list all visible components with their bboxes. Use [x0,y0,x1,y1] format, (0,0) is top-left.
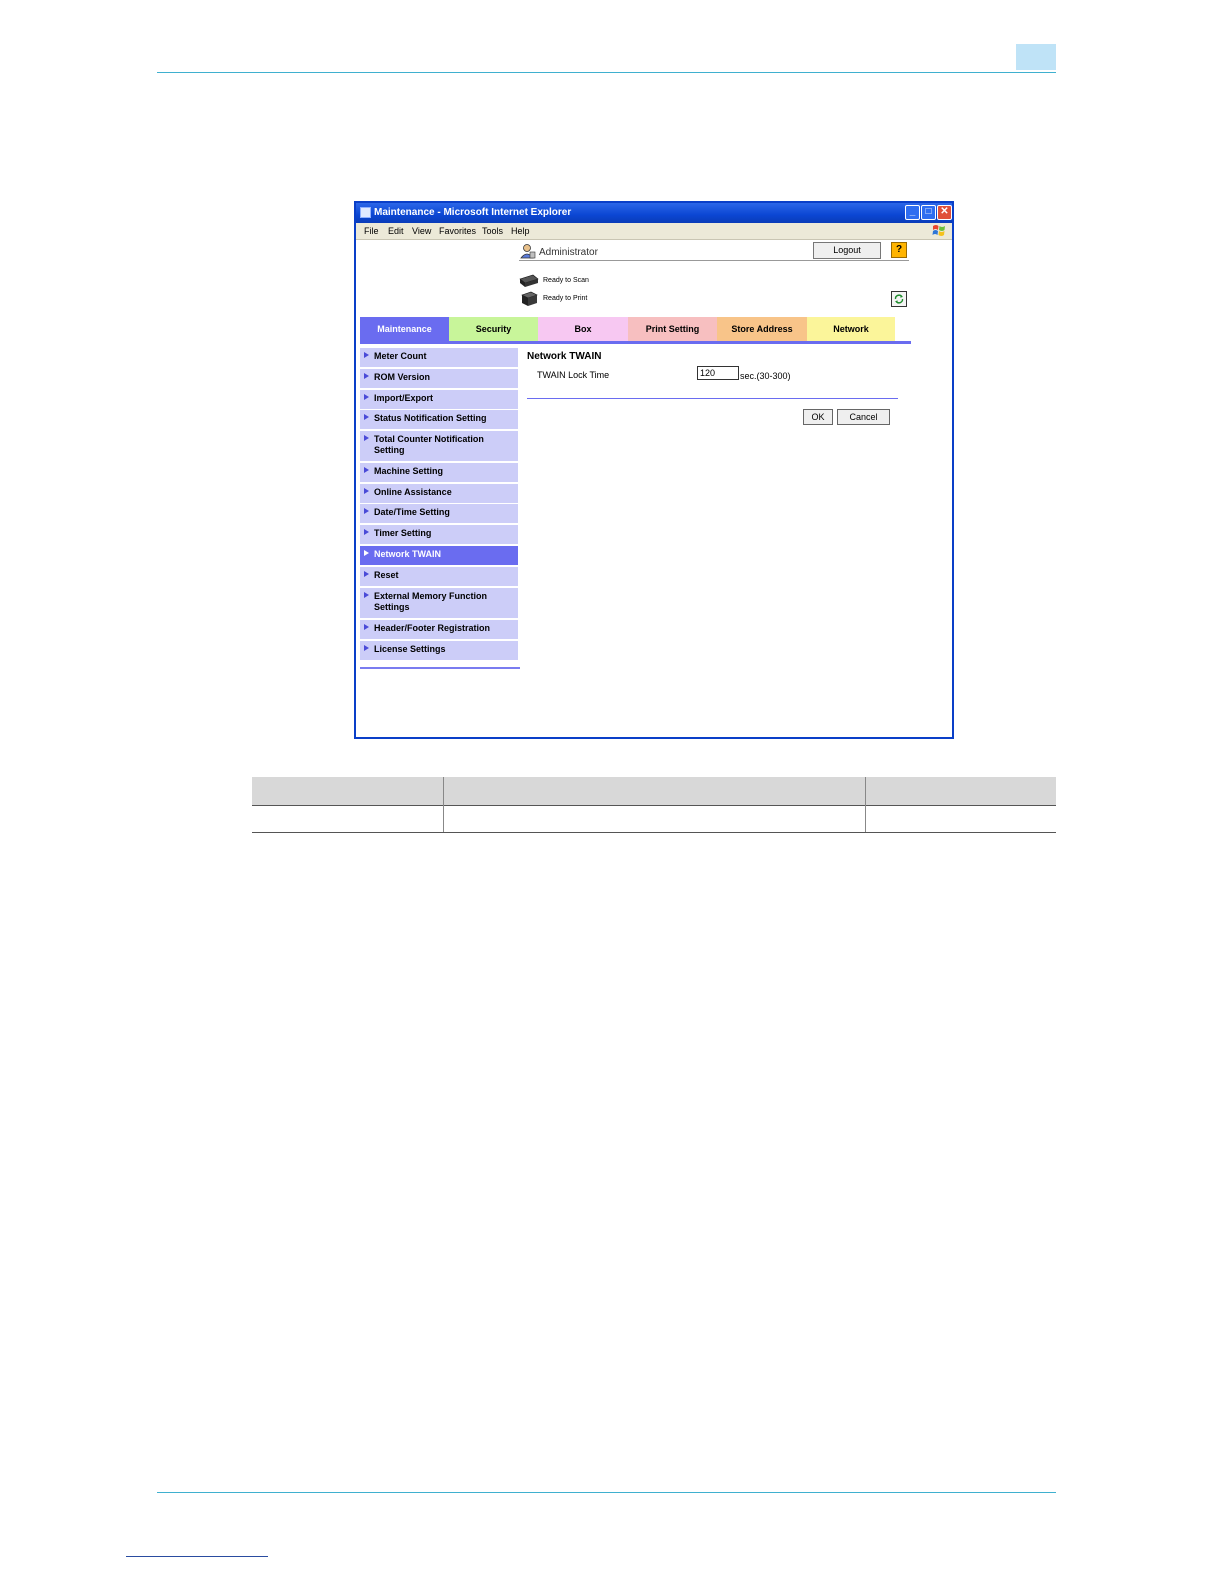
cancel-button[interactable]: Cancel [837,409,890,425]
sidebar-item-label: Reset [374,570,399,580]
sidebar-item-meter-count[interactable] [360,348,518,367]
arrow-icon [364,435,369,441]
tab-security[interactable]: Security [449,317,538,341]
panel-title: Network TWAIN [527,351,602,362]
menu-favorites[interactable]: Favorites [439,226,477,236]
sidebar-item-label: Import/Export [374,393,434,403]
arrow-icon [364,529,369,535]
sidebar-item-label: External Memory Function Settings [374,591,488,612]
sidebar-item-import-export[interactable] [360,390,518,409]
table-column-divider [865,777,866,832]
panel-divider [527,398,898,399]
windows-logo-icon [932,224,946,237]
tabs-underline [360,341,911,344]
sidebar-item-reset[interactable] [360,567,518,586]
arrow-icon [364,550,369,556]
sidebar-item-machine-setting[interactable] [360,463,518,482]
sidebar-item-total-counter-notification[interactable] [360,431,518,461]
sidebar-item-label: Machine Setting [374,466,444,476]
sidebar-item-timer-setting[interactable] [360,525,518,544]
menu-file[interactable]: File [364,226,379,236]
sidebar-item-label: License Settings [374,644,446,654]
sidebar-item-status-notification[interactable] [360,410,518,429]
logout-button[interactable]: Logout [813,242,881,259]
ie-page-icon [360,207,371,218]
sidebar-item-rom-version[interactable] [360,369,518,388]
sidebar-item-label: Timer Setting [374,528,432,538]
tab-maintenance[interactable]: Maintenance [360,317,449,341]
title-bar [356,203,952,223]
administrator-icon [520,243,536,259]
arrow-icon [364,414,369,420]
page-content [356,240,952,737]
status-scan-text: Ready to Scan [543,277,589,284]
browser-window [354,201,954,739]
menu-edit[interactable]: Edit [388,226,404,236]
sidebar-item-label: Status Notification Setting [374,413,487,423]
menu-view[interactable]: View [412,226,432,236]
sidebar-item-label: Network TWAIN [374,549,442,559]
page-header-rule [157,72,1056,73]
arrow-icon [364,571,369,577]
sidebar-item-online-assistance[interactable] [360,484,518,503]
arrow-icon [364,592,369,598]
table-header [252,777,1056,806]
sidebar-item-label: Online Assistance [374,487,452,497]
help-button[interactable]: ? [891,242,907,258]
tab-box[interactable]: Box [538,317,628,341]
arrow-icon [364,645,369,651]
tab-network[interactable]: Network [807,317,895,341]
ok-button[interactable]: OK [803,409,833,425]
sidebar-item-license-settings[interactable] [360,641,518,660]
sidebar-item-date-time-setting[interactable] [360,504,518,523]
twain-lock-time-range: sec.(30-300) [740,371,791,381]
sidebar-item-header-footer[interactable] [360,620,518,639]
sidebar-item-network-twain[interactable] [360,546,518,565]
sidebar-item-external-memory[interactable] [360,588,518,618]
printer-icon [519,291,539,307]
table-column-divider [443,777,444,832]
menu-bar [356,223,952,240]
sidebar-item-label: ROM Version [374,372,431,382]
tab-store-address[interactable]: Store Address [717,317,807,341]
arrow-icon [364,488,369,494]
twain-lock-time-label: TWAIN Lock Time [537,370,610,380]
arrow-icon [364,624,369,630]
menu-help[interactable]: Help [511,226,530,236]
close-icon[interactable]: ✕ [937,205,952,220]
arrow-icon [364,352,369,358]
sidebar-item-label: Header/Footer Registration [374,623,491,633]
window-title: Maintenance - Microsoft Internet Explorer [374,207,572,218]
menu-tools[interactable]: Tools [482,226,504,236]
page-footer-rule [157,1492,1056,1493]
sidebar-item-label: Total Counter Notification Setting [374,434,484,455]
scanner-icon [519,273,539,289]
refresh-icon[interactable] [891,291,907,307]
sidebar-item-label: Date/Time Setting [374,507,450,517]
arrow-icon [364,373,369,379]
arrow-icon [364,467,369,473]
arrow-icon [364,508,369,514]
status-print-text: Ready to Print [543,295,588,302]
page-tab-marker [1016,44,1056,70]
minimize-icon[interactable]: _ [905,205,920,220]
sidebar-item-label: Meter Count [374,351,427,361]
footer-line [126,1556,268,1557]
maximize-icon[interactable]: □ [921,205,936,220]
user-label: Administrator [539,247,598,258]
header-divider [519,260,909,261]
twain-lock-time-input[interactable] [697,366,739,380]
table-row [252,806,1056,833]
sidebar-bottom-rule [360,667,520,669]
main-tabs [360,317,895,341]
tab-print-setting[interactable]: Print Setting [628,317,717,341]
arrow-icon [364,394,369,400]
